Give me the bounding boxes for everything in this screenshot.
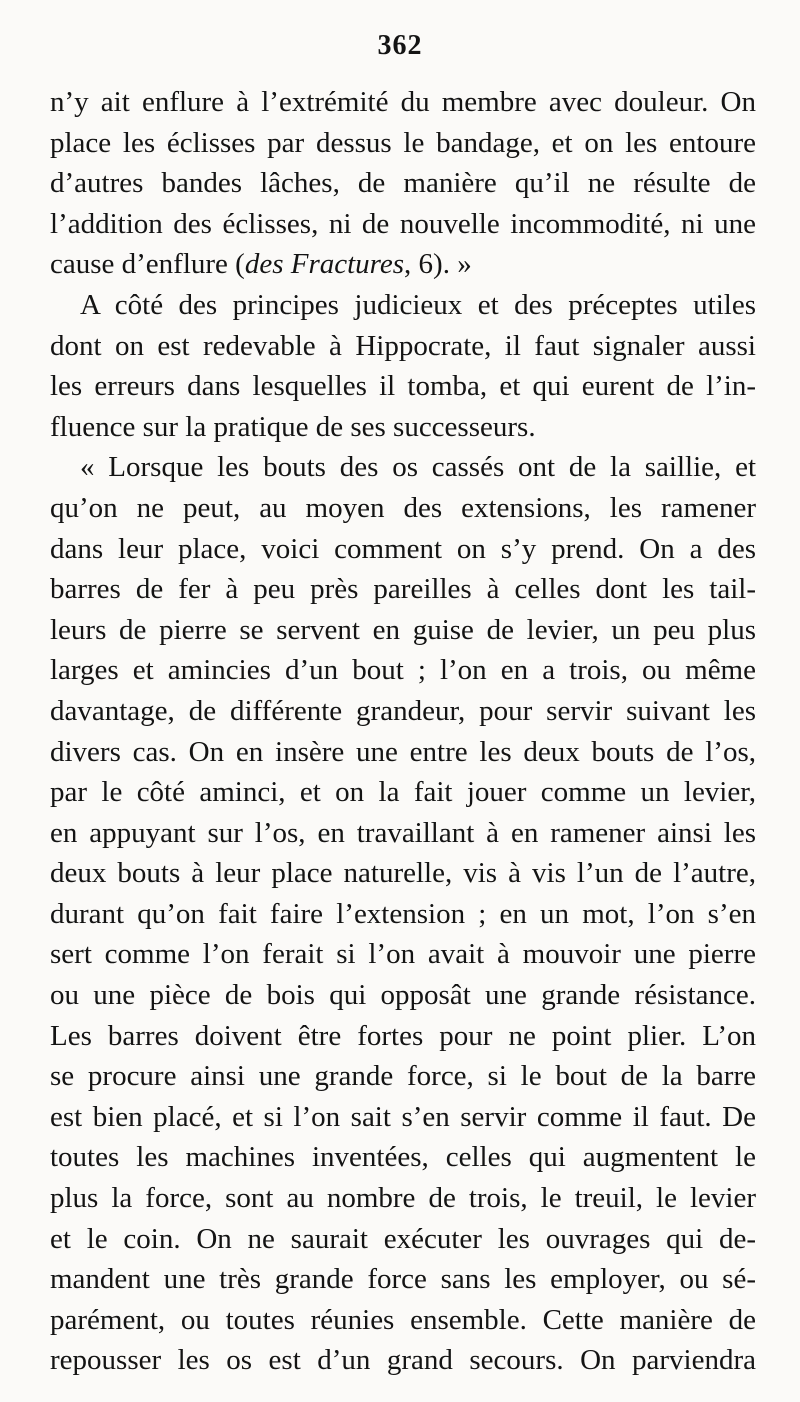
text-line: larges et amincies d’un bout ; l’on en a trois, ou même [50, 654, 756, 687]
text-line: « Lorsque les bouts des os cassés ont de la saillie, et [80, 451, 756, 484]
text-line: en appuyant sur l’os, en travaillant à en ramener ainsi les [50, 816, 756, 849]
text-line: durant qu’on fait faire l’extension ; en un mot, l’on s’en [50, 897, 756, 930]
text-line: A côté des principes judicieux et des préceptes utiles [80, 288, 756, 321]
text-line: repousser les os est d’un grand secours. On parviendra [50, 1344, 756, 1377]
text-line: plus la force, sont au nombre de trois, le treuil, le levier [50, 1182, 756, 1215]
text-line: barres de fer à peu près pareilles à celles dont les tail- [50, 573, 756, 606]
text-line: place les éclisses par dessus le bandage, et on les entoure [50, 126, 756, 159]
text-line: parément, ou toutes réunies ensemble. Cette manière de [50, 1303, 756, 1336]
text-line: l’addition des éclisses, ni de nouvelle incommodité, ni une [50, 207, 756, 240]
text-line: et le coin. On ne saurait exécuter les ouvrages qui de- [50, 1222, 756, 1255]
text-line: toutes les machines inventées, celles qui augmentent le [50, 1141, 756, 1174]
text-line: leurs de pierre se servent en guise de levier, un peu plus [50, 613, 756, 646]
text-line: mandent une très grande force sans les employer, ou sé- [50, 1263, 756, 1296]
text-line: dans leur place, voici comment on s’y prend. On a des [50, 532, 756, 565]
text-line: se procure ainsi une grande force, si le bout de la barre [50, 1060, 756, 1093]
text-line: par le côté aminci, et on la fait jouer comme un levier, [50, 776, 756, 809]
text-line: n’y ait enflure à l’extrémité du membre avec douleur. On [50, 86, 756, 118]
text-line: ou une pièce de bois qui opposât une grande résistance. [50, 979, 756, 1012]
text-line: est bien placé, et si l’on sait s’en servir comme il faut. De [50, 1100, 756, 1133]
citation-title: des Fractures [244, 248, 405, 281]
text-line: fluence sur la pratique de ses successeurs. [50, 410, 536, 443]
text-line: Les barres doivent être fortes pour ne point plier. L’on [50, 1019, 756, 1052]
text-line: les erreurs dans lesquelles il tomba, et qui eurent de l’in- [50, 370, 756, 403]
text-line: divers cas. On en insère une entre les deux bouts de l’os, [50, 735, 756, 768]
text-line: davantage, de différente grandeur, pour servir suivant les [50, 694, 756, 727]
text-line-citation: cause d’enflure (des Fractures, 6). » [50, 248, 472, 281]
body-text [50, 82, 756, 1381]
text-line: d’autres bandes lâches, de manière qu’il ne résulte de [50, 167, 756, 200]
text-line: deux bouts à leur place naturelle, vis à vis l’un de l’autre, [50, 857, 756, 890]
text-line: qu’on ne peut, au moyen des extensions, les ramener [50, 491, 756, 524]
text-line: dont on est redevable à Hippocrate, il faut signaler aussi [50, 329, 756, 362]
text-line: sert comme l’on ferait si l’on avait à mouvoir une pierre [50, 938, 756, 971]
page-number: 362 [377, 30, 423, 61]
